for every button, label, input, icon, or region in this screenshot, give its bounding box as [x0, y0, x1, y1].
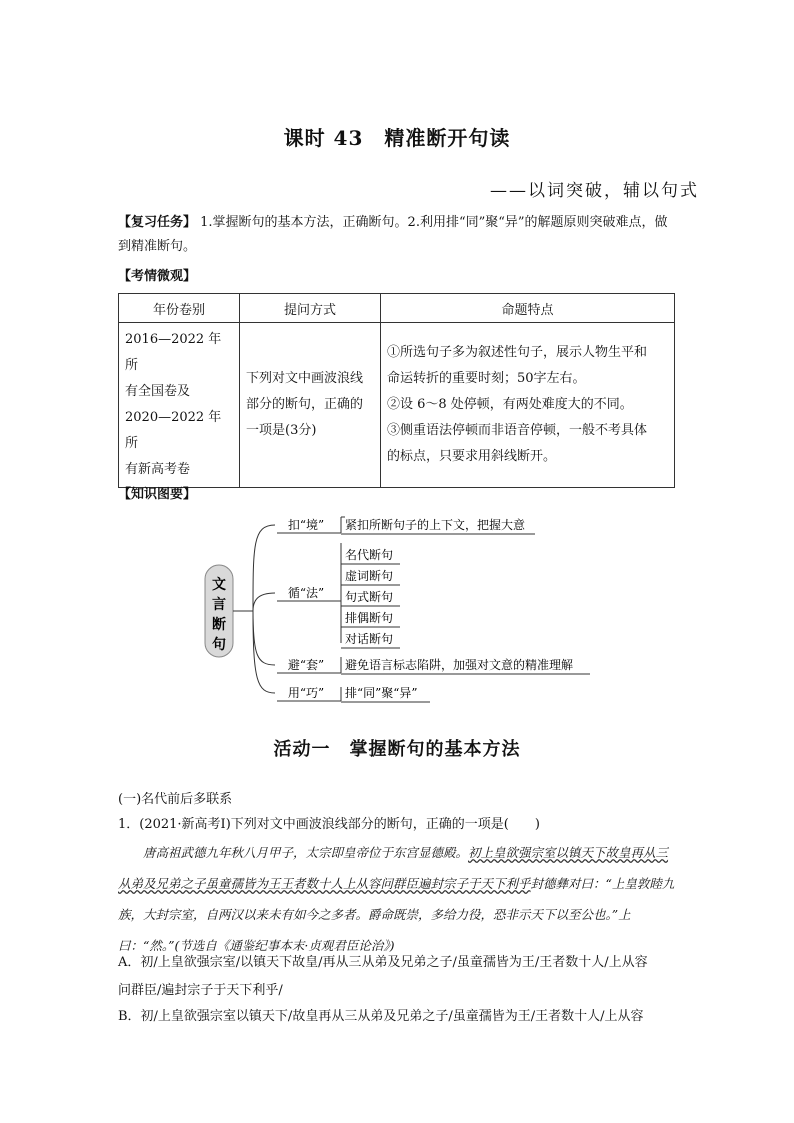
cell-line: 有全国卷及 [125, 384, 191, 399]
option-a[interactable] [118, 949, 683, 1005]
exam-cell-question [240, 323, 381, 488]
mindmap-leaf-method: 名代断句 [345, 548, 394, 562]
review-task [118, 211, 678, 259]
question-stem: 1．(2021·新高考Ⅰ)下列对文中画波浪线部分的断句，正确的一项是( ) [118, 817, 540, 832]
mindmap-leaf-avoid: 避免语言标志陷阱，加强对文意的精准理解 [345, 658, 574, 672]
page-subtitle: ——以词突破，辅以句式 [490, 181, 699, 201]
review-text: 1.掌握断句的基本方法，正确断句。2.利用排“同”聚“异”的解题原则突破难点，做到精准断句。 [118, 215, 668, 254]
cell-line: ①所选句子多为叙述性句子，展示人物生平和 [387, 345, 648, 360]
cell-line: ③侧重语法停顿而非语音停顿，一般不考具体 [387, 423, 648, 438]
knowledge-label: 【知识图要】 [118, 487, 197, 502]
option-a-line: 问群臣/遍封宗子于天下利乎/ [118, 983, 283, 998]
exam-cell-features [381, 323, 675, 488]
exam-table [118, 293, 675, 488]
mindmap-leaf-method: 句式断句 [345, 590, 394, 604]
mindmap-leaf-context: 紧扣所断句子的上下文，把握大意 [345, 518, 526, 532]
option-b-line: B．初/上皇欲强宗室以镇天下/故皇再从三从弟及兄弟之子/虽童孺皆为王/王者数十人/上从容 [118, 1009, 644, 1024]
review-label: 【复习任务】 [118, 215, 197, 230]
exam-header-features: 命题特点 [381, 294, 675, 323]
exam-header-year: 年份卷别 [119, 294, 240, 323]
passage-wavy: 初上皇欲强宗室以镇天下故皇再从三从弟及兄弟之子虽童孺皆为王王者数十人上从容问群臣遍封宗子于天下利乎 [118, 845, 669, 891]
cell-line: 一项是(3分) [246, 423, 317, 438]
mindmap-branch-method: 循“法” [287, 586, 325, 600]
mindmap-root-char: 断 [212, 617, 226, 633]
mindmap-connectors [233, 517, 590, 702]
mindmap-leaf-trick: 排“同”聚“异” [345, 686, 418, 700]
exam-table-row [119, 323, 675, 488]
cell-line: 部分的断句，正确的 [246, 397, 364, 412]
cell-line: 命运转折的重要时刻；50字左右。 [387, 371, 586, 386]
mindmap-branch-context: 扣“境” [287, 518, 325, 532]
exam-table-header-row [119, 294, 675, 323]
mindmap-root-char: 言 [212, 597, 226, 613]
cell-line: ②设 6～8 处停顿，有两处难度大的不同。 [387, 397, 633, 412]
mindmap-leaf-method: 虚词断句 [345, 569, 394, 583]
activity-heading: 活动一 掌握断句的基本方法 [273, 739, 521, 760]
mindmap-leaf-method: 对话断句 [345, 632, 394, 646]
knowledge-mindmap [195, 505, 605, 710]
mindmap-root-char: 句 [212, 637, 226, 653]
mindmap-leaf-method: 排偶断句 [345, 611, 394, 625]
exam-cell-year [119, 323, 240, 488]
passage-intro: 唐高祖武德九年秋八月甲子，太宗即皇帝位于东宫显德殿。 [143, 845, 469, 860]
exam-label: 【考情微观】 [118, 269, 197, 284]
passage-rest: 封德彝对曰：“上皇敦睦九族，大封宗室，自两汉以来未有如今之多者。爵命既崇，多给力役，恐非示天下以至公也。”上曰：“然。”(节选自《通鉴纪事本末·贞观君臣论治》) [118, 876, 675, 953]
mindmap-branch-avoid: 避“套” [287, 658, 325, 672]
page-title: 课时 43 精准断开句读 [283, 126, 511, 150]
mindmap-branch-trick: 用“巧” [287, 686, 325, 700]
cell-line: 2020—2022 年所 [125, 410, 222, 451]
cell-line: 的标点，只要求用斜线断开。 [387, 449, 557, 464]
cell-line: 有新高考卷 [125, 462, 191, 477]
exam-header-question: 提问方式 [240, 294, 381, 323]
cell-line: 2016—2022 年所 [125, 332, 222, 373]
passage [118, 837, 678, 961]
option-b[interactable] [118, 1003, 683, 1031]
cell-line: 下列对文中画波浪线 [246, 371, 364, 386]
mindmap-root-char: 文 [212, 577, 226, 593]
section-heading: (一)名代前后多联系 [118, 792, 233, 807]
option-a-line: A．初/上皇欲强宗室/以镇天下故皇/再从三从弟及兄弟之子/虽童孺皆为王/王者数十人/上从容 [118, 955, 648, 970]
